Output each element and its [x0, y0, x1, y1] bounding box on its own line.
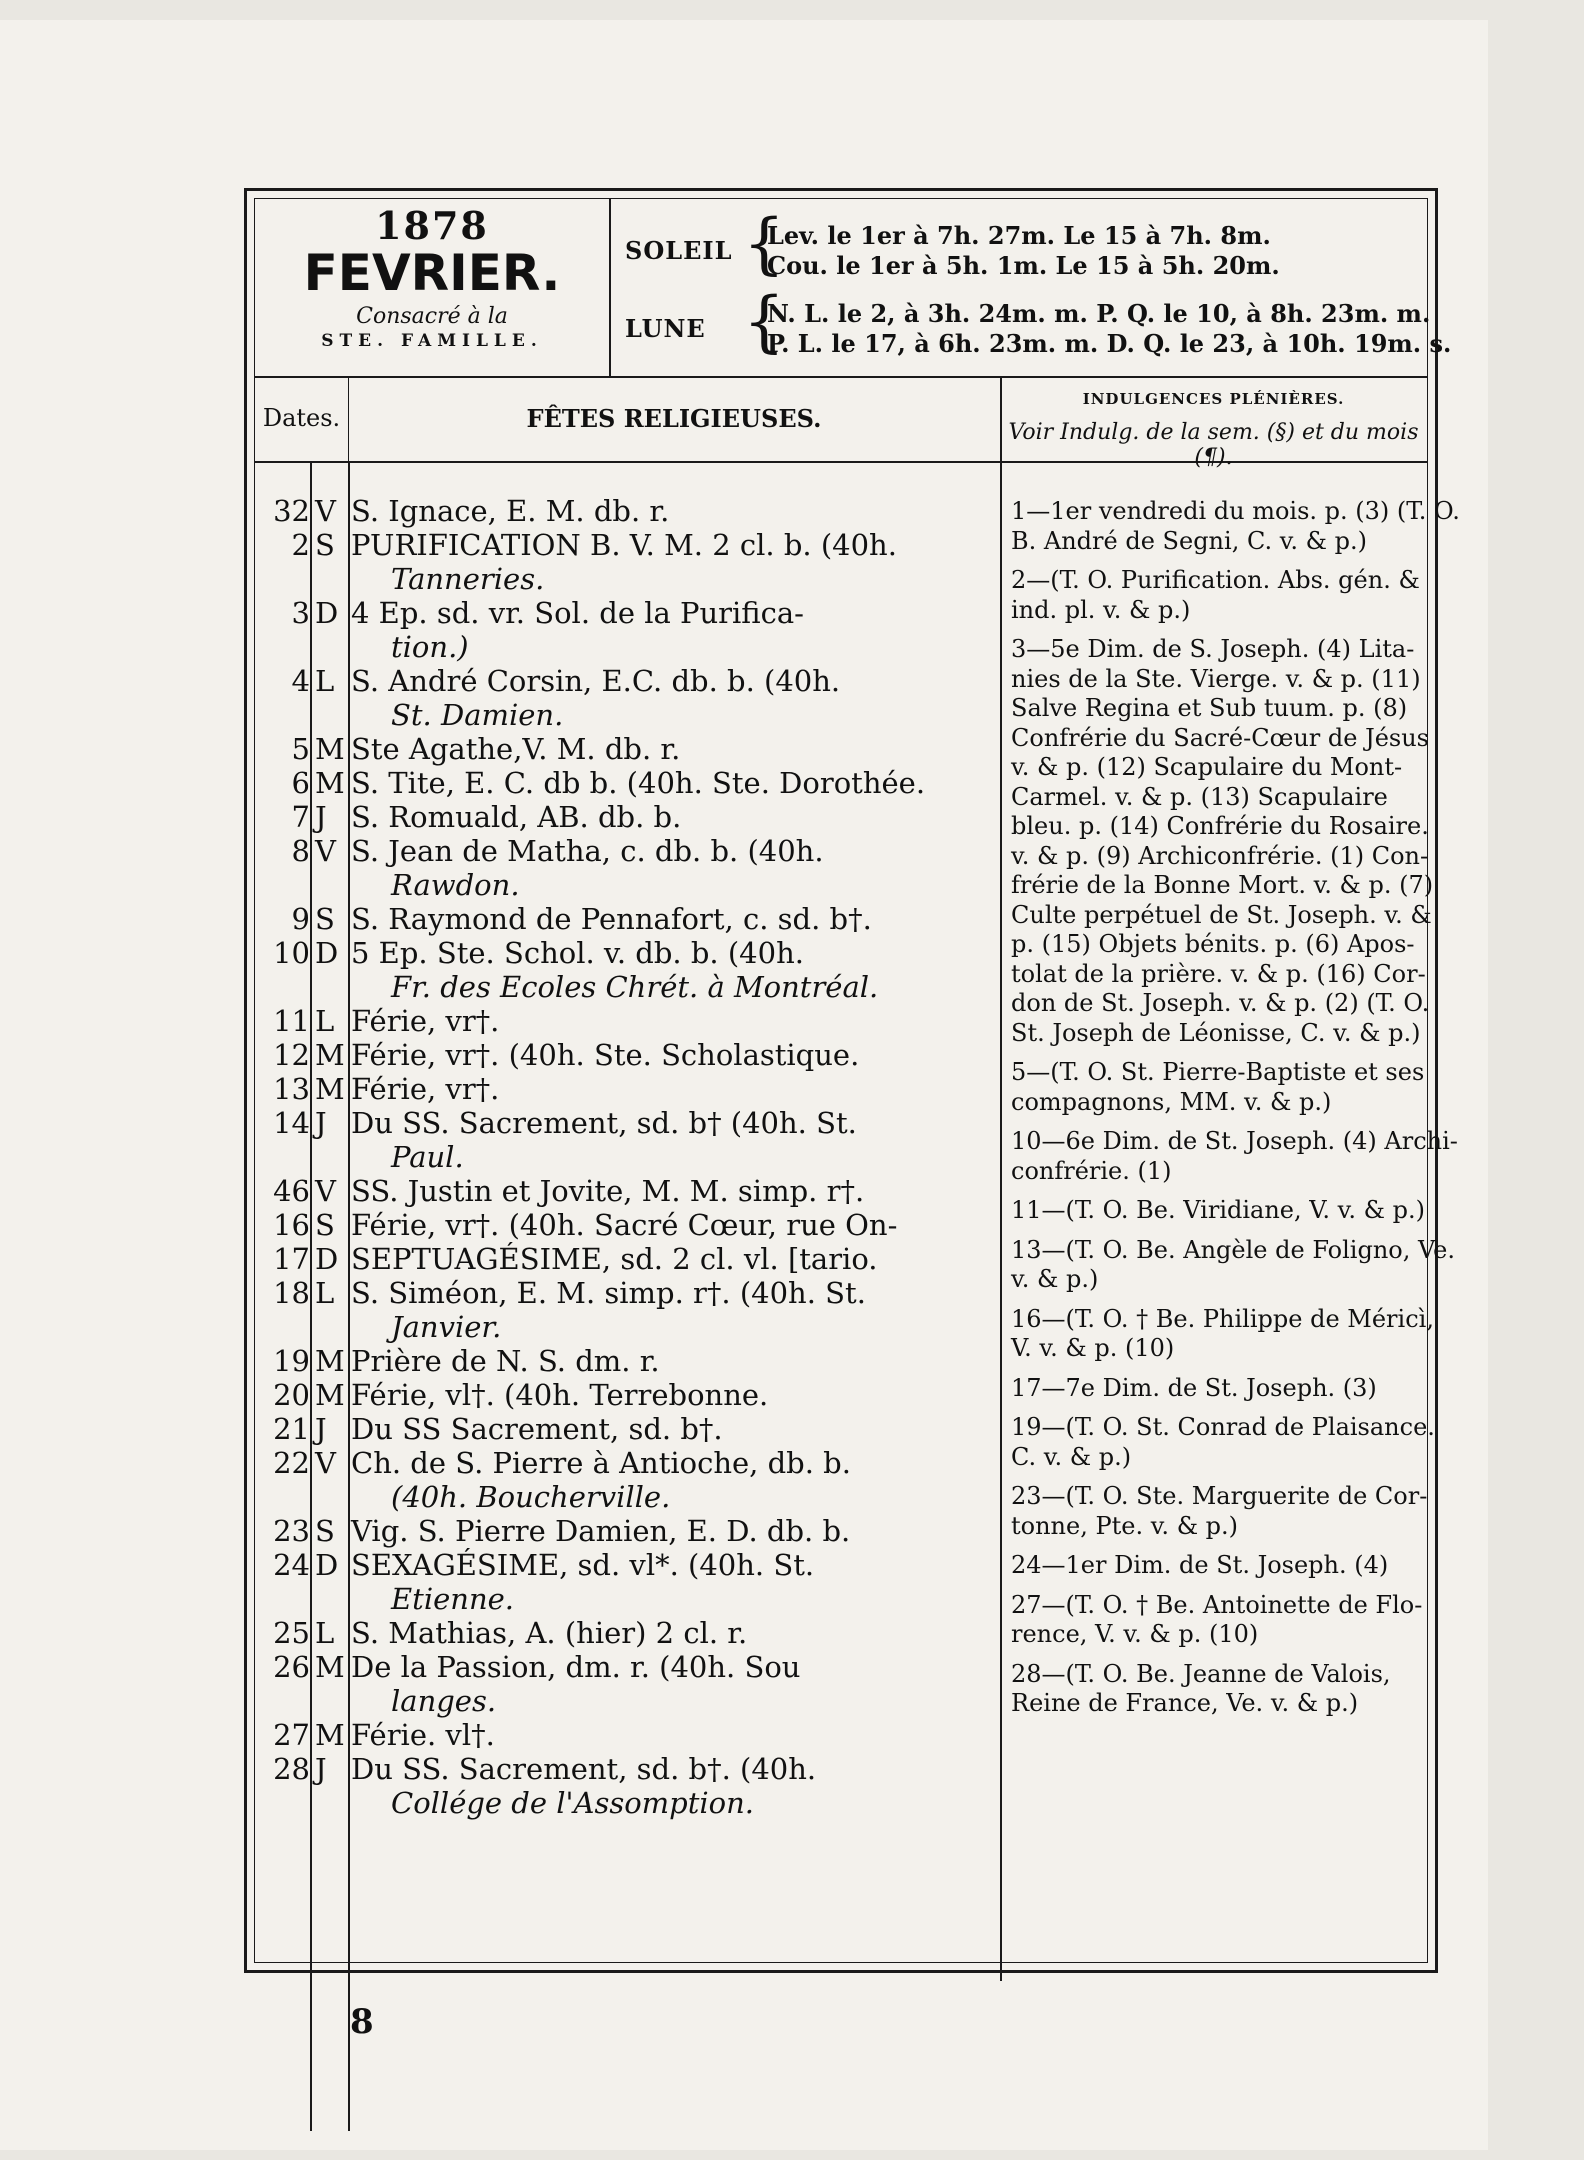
day-number: 6 [291, 766, 310, 800]
indulgence-line: p. (15) Objets bénits. p. (6) Apos- [1011, 930, 1415, 958]
indulgence-line: B. André de Segni, C. v. & p.) [1011, 526, 1368, 555]
day-row [255, 1515, 1000, 1547]
year: 1878 [375, 203, 489, 248]
day-letter: M [315, 1038, 345, 1072]
day-row [255, 1447, 1000, 1479]
feast-text: S. Raymond de Pennafort, c. sd. b†. [351, 902, 872, 936]
indulgence-line: 5—(T. O. St. Pierre-Baptiste et ses [1011, 1058, 1425, 1086]
day-row-continuation [255, 869, 1000, 901]
day-number: 4 [291, 664, 310, 698]
day-row [255, 665, 1000, 697]
soleil-line-2: Cou. le 1er à 5h. 1m. Le 15 à 5h. 20m. [767, 251, 1280, 280]
feast-text: Du SS. Sacrement, sd. b†. (40h. [351, 1752, 817, 1786]
feast-text: Férie. vl†. [351, 1718, 495, 1752]
feast-continuation: St. Damien. [391, 698, 564, 732]
day-row [255, 1651, 1000, 1683]
consacre-text: Consacré à la [356, 304, 508, 329]
lune-brace: { [743, 283, 785, 360]
day-row [255, 1413, 1000, 1445]
day-row-continuation [255, 1141, 1000, 1173]
day-row [255, 1175, 1000, 1207]
indulgence-line: Culte perpétuel de St. Joseph. v. & [1011, 900, 1432, 929]
day-letter: M [315, 1344, 345, 1378]
indulgence-line: 23—(T. O. Ste. Marguerite de Cor- [1011, 1482, 1428, 1510]
indulgence-line: confrérie. (1) [1011, 1156, 1172, 1185]
day-letter: L [315, 1276, 335, 1310]
indulgence-line: 2—(T. O. Purification. Abs. gén. & [1011, 566, 1420, 594]
feast-text: SEPTUAGÉSIME, sd. 2 cl. vl. [tario. [351, 1242, 878, 1276]
day-row-continuation [255, 1787, 1000, 1819]
indulgence-line: tonne, Pte. v. & p.) [1011, 1511, 1239, 1540]
feast-text: PURIFICATION B. V. M. 2 cl. b. (40h. [351, 528, 897, 562]
day-row-continuation [255, 563, 1000, 595]
day-number: 24 [273, 1548, 310, 1582]
month-block [255, 199, 611, 376]
indulgence-line: 19—(T. O. St. Conrad de Plaisance. [1011, 1413, 1435, 1441]
indulgence-line: v. & p. (9) Archiconfrérie. (1) Con- [1011, 841, 1429, 870]
day-number: 25 [273, 1616, 310, 1650]
indulgence-line: 3—5e Dim. de S. Joseph. (4) Lita- [1011, 635, 1415, 663]
day-number: 17 [273, 1242, 310, 1276]
day-row [255, 1719, 1000, 1751]
feast-text: Ch. de S. Pierre à Antioche, db. b. [351, 1446, 851, 1480]
day-number: 20 [273, 1378, 310, 1412]
day-row-continuation [255, 971, 1000, 1003]
day-letter: S [315, 902, 335, 936]
month-title: FEVRIER. [303, 244, 561, 302]
day-letter: L [315, 1616, 335, 1650]
day-number: 19 [273, 1344, 310, 1378]
indulgence-line: Reine de France, Ve. v. & p.) [1011, 1689, 1359, 1717]
day-row [255, 903, 1000, 935]
day-letter: J [315, 1106, 327, 1140]
lune-label: LUNE [625, 314, 706, 343]
soleil-block [625, 205, 1425, 282]
indulgence-line: St. Joseph de Léonisse, C. v. & p.) [1011, 1018, 1421, 1047]
calendar-frame [244, 188, 1460, 1973]
feast-continuation: Collége de l'Assomption. [391, 1786, 755, 1820]
day-letter: S [315, 1514, 335, 1548]
soleil-label: SOLEIL [625, 236, 733, 265]
day-row-continuation [255, 1583, 1000, 1615]
day-row [255, 529, 1000, 561]
feast-continuation: Etienne. [391, 1582, 514, 1616]
day-row [255, 835, 1000, 867]
day-row [255, 937, 1000, 969]
day-number: 11 [273, 1004, 310, 1038]
day-row [255, 597, 1000, 629]
day-letter: V [315, 1446, 336, 1480]
day-row [255, 1209, 1000, 1241]
feast-text: Du SS. Sacrement, sd. b† (40h. St. [351, 1106, 857, 1140]
indulgence-line: frérie de la Bonne Mort. v. & p. (7) [1011, 871, 1434, 899]
soleil-line-1: Lev. le 1er à 7h. 27m. Le 15 à 7h. 8m. [767, 221, 1271, 250]
day-row [255, 1379, 1000, 1411]
day-number: 22 [273, 1446, 310, 1480]
feast-continuation: tion.) [391, 630, 469, 664]
calendar-header [255, 199, 1452, 378]
day-letter: V [315, 834, 336, 868]
day-row [255, 1617, 1000, 1649]
feast-text: S. Ignace, E. M. db. r. [351, 494, 670, 528]
indulgence-line: ind. pl. v. & p.) [1011, 595, 1191, 624]
feast-text: S. Tite, E. C. db b. (40h. Ste. Dorothée. [351, 766, 926, 800]
feast-text: S. Siméon, E. M. simp. r†. (40h. St. [351, 1276, 866, 1310]
indulgence-line: Carmel. v. & p. (13) Scapulaire [1011, 782, 1388, 811]
feast-text: SEXAGÉSIME, sd. vl*. (40h. St. [351, 1548, 815, 1582]
feast-text: SS. Justin et Jovite, M. M. simp. r†. [351, 1174, 865, 1208]
day-row [255, 801, 1000, 833]
day-row [255, 1073, 1000, 1105]
day-number: 32 [273, 494, 310, 528]
day-number: 5 [291, 732, 310, 766]
feast-text: Férie, vr†. [351, 1004, 500, 1038]
day-letter: D [315, 1242, 339, 1276]
day-row-continuation [255, 1311, 1000, 1343]
fetes-header: FÊTES RELIGIEUSES. [348, 376, 1002, 461]
day-row [255, 1039, 1000, 1071]
day-letter: M [315, 1718, 345, 1752]
day-row [255, 1277, 1000, 1309]
soleil-brace: { [743, 205, 785, 282]
day-letter: D [315, 1548, 339, 1582]
indulgence-line: nies de la Ste. Vierge. v. & p. (11) [1011, 664, 1421, 693]
feast-continuation: (40h. Boucherville. [391, 1480, 671, 1514]
day-row-continuation [255, 1481, 1000, 1513]
day-number: 18 [273, 1276, 310, 1310]
indulgence-line: Confrérie du Sacré-Cœur de Jésus [1011, 723, 1429, 752]
day-row-continuation [255, 1685, 1000, 1717]
day-number: 46 [273, 1174, 310, 1208]
indulgence-line: Salve Regina et Sub tuum. p. (8) [1011, 694, 1408, 722]
day-letter: D [315, 936, 339, 970]
famille-text: STE. FAMILLE. [321, 331, 543, 351]
day-number: 10 [273, 936, 310, 970]
lune-block [625, 283, 1452, 360]
feast-continuation: Tanneries. [391, 562, 545, 596]
indulgence-line: 24—1er Dim. de St. Joseph. (4) [1011, 1551, 1389, 1579]
feast-text: Prière de N. S. dm. r. [351, 1344, 660, 1378]
feast-text: S. André Corsin, E.C. db. b. (40h. [351, 664, 841, 698]
feast-text: Du SS Sacrement, sd. b†. [351, 1412, 723, 1446]
day-letter: V [315, 1174, 336, 1208]
day-number: 3 [291, 596, 310, 630]
day-letter: M [315, 1650, 345, 1684]
day-number: 12 [273, 1038, 310, 1072]
feast-text: Ste Agathe,V. M. db. r. [351, 732, 681, 766]
calendar-inner-frame [254, 198, 1460, 1963]
feast-text: De la Passion, dm. r. (40h. Sou [351, 1650, 801, 1684]
day-row [255, 733, 1000, 765]
indulgence-line: C. v. & p.) [1011, 1442, 1132, 1471]
day-letter: M [315, 1378, 345, 1412]
indulgence-line: 11—(T. O. Be. Viridiane, V. v. & p.) [1011, 1196, 1425, 1224]
indulgence-line: 28—(T. O. Be. Jeanne de Valois, [1011, 1659, 1391, 1688]
day-letter: M [315, 766, 345, 800]
indulgences-subtitle: Voir Indulg. de la sem. (§) et du mois (¶). [1008, 420, 1419, 470]
day-letter: L [315, 1004, 335, 1038]
feast-continuation: Janvier. [391, 1310, 502, 1344]
day-row [255, 1549, 1000, 1581]
day-letter: L [315, 664, 335, 698]
lune-line-2: P. L. le 17, à 6h. 23m. m. D. Q. le 23, à 10h. 19m. s. [767, 329, 1452, 358]
day-number: 8 [291, 834, 310, 868]
day-number: 27 [273, 1718, 310, 1752]
indulgence-line: compagnons, MM. v. & p.) [1011, 1087, 1332, 1116]
indulgence-line: 17—7e Dim. de St. Joseph. (3) [1011, 1373, 1377, 1402]
feast-continuation: Rawdon. [391, 868, 520, 902]
day-row [255, 1753, 1000, 1785]
feast-text: S. Jean de Matha, c. db. b. (40h. [351, 834, 824, 868]
day-letter: S [315, 528, 335, 562]
indulgence-line: bleu. p. (14) Confrérie du Rosaire. [1011, 812, 1429, 840]
day-row [255, 1345, 1000, 1377]
indulgence-line: rence, V. v. & p. (10) [1011, 1620, 1259, 1648]
indulgence-line: 16—(T. O. † Be. Philippe de Méricì, [1011, 1304, 1434, 1333]
day-row-continuation [255, 631, 1000, 663]
feast-continuation: langes. [391, 1684, 497, 1718]
dates-header: Dates. [255, 376, 349, 461]
fetes-indulgences-divider [1000, 461, 1002, 1981]
indulgence-line: V. v. & p. (10) [1011, 1334, 1175, 1362]
day-letter: J [315, 1412, 327, 1446]
day-number: 2 [291, 528, 310, 562]
day-number: 26 [273, 1650, 310, 1684]
indulgences-header [1000, 376, 1427, 470]
day-number: 21 [273, 1412, 310, 1446]
day-letter: J [315, 1752, 327, 1786]
feast-text: Férie, vr†. (40h. Ste. Scholastique. [351, 1038, 860, 1072]
day-letter: D [315, 596, 339, 630]
feast-text: S. Romuald, AB. db. b. [351, 800, 682, 834]
feast-text: 4 Ep. sd. vr. Sol. de la Purifica- [351, 596, 804, 630]
indulgence-line: 27—(T. O. † Be. Antoinette de Flo- [1011, 1590, 1423, 1619]
day-number: 7 [291, 800, 310, 834]
feast-text: Férie, vr†. (40h. Sacré Cœur, rue On- [351, 1208, 898, 1242]
day-number: 23 [273, 1514, 310, 1548]
indulgence-line: v. & p.) [1011, 1265, 1099, 1293]
feast-continuation: Paul. [391, 1140, 464, 1174]
indulgence-line: v. & p. (12) Scapulaire du Mont- [1011, 753, 1403, 781]
day-letter: V [315, 494, 336, 528]
indulgence-line: tolat de la prière. v. & p. (16) Cor- [1011, 959, 1426, 988]
indulgence-line: 1—1er vendredi du mois. p. (3) (T. O. [1011, 497, 1460, 525]
day-row [255, 1243, 1000, 1275]
day-number: 13 [273, 1072, 310, 1106]
day-number: 9 [291, 902, 310, 936]
day-letter: S [315, 1208, 335, 1242]
day-letter: M [315, 732, 345, 766]
feast-text: Férie, vr†. [351, 1072, 500, 1106]
day-row-continuation [255, 699, 1000, 731]
column-headers [255, 376, 1427, 470]
indulgence-line: don de St. Joseph. v. & p. (2) (T. O. [1011, 989, 1430, 1017]
day-number: 16 [273, 1208, 310, 1242]
feast-text: S. Mathias, A. (hier) 2 cl. r. [351, 1616, 748, 1650]
day-letter: M [315, 1072, 345, 1106]
day-row [255, 767, 1000, 799]
indulgence-line: 13—(T. O. Be. Angèle de Foligno, Ve. [1011, 1235, 1455, 1264]
indulgences-title: INDULGENCES PLÉNIÈRES. [1082, 390, 1345, 408]
day-row [255, 1005, 1000, 1037]
feast-text: 5 Ep. Ste. Schol. v. db. b. (40h. [351, 936, 804, 970]
day-row [255, 1107, 1000, 1139]
day-number: 14 [273, 1106, 310, 1140]
page-number: 8 [350, 2002, 374, 2042]
feast-text: Vig. S. Pierre Damien, E. D. db. b. [351, 1514, 851, 1548]
feast-continuation: Fr. des Ecoles Chrét. à Montréal. [391, 970, 879, 1004]
day-row [255, 495, 1000, 527]
day-letter: J [315, 800, 327, 834]
day-number: 28 [273, 1752, 310, 1786]
indulgence-line: 10—6e Dim. de St. Joseph. (4) Archi- [1011, 1127, 1458, 1155]
lune-line-1: N. L. le 2, à 3h. 24m. m. P. Q. le 10, à 8h. 23m. m. [767, 299, 1431, 328]
feast-text: Férie, vl†. (40h. Terrebonne. [351, 1378, 769, 1412]
